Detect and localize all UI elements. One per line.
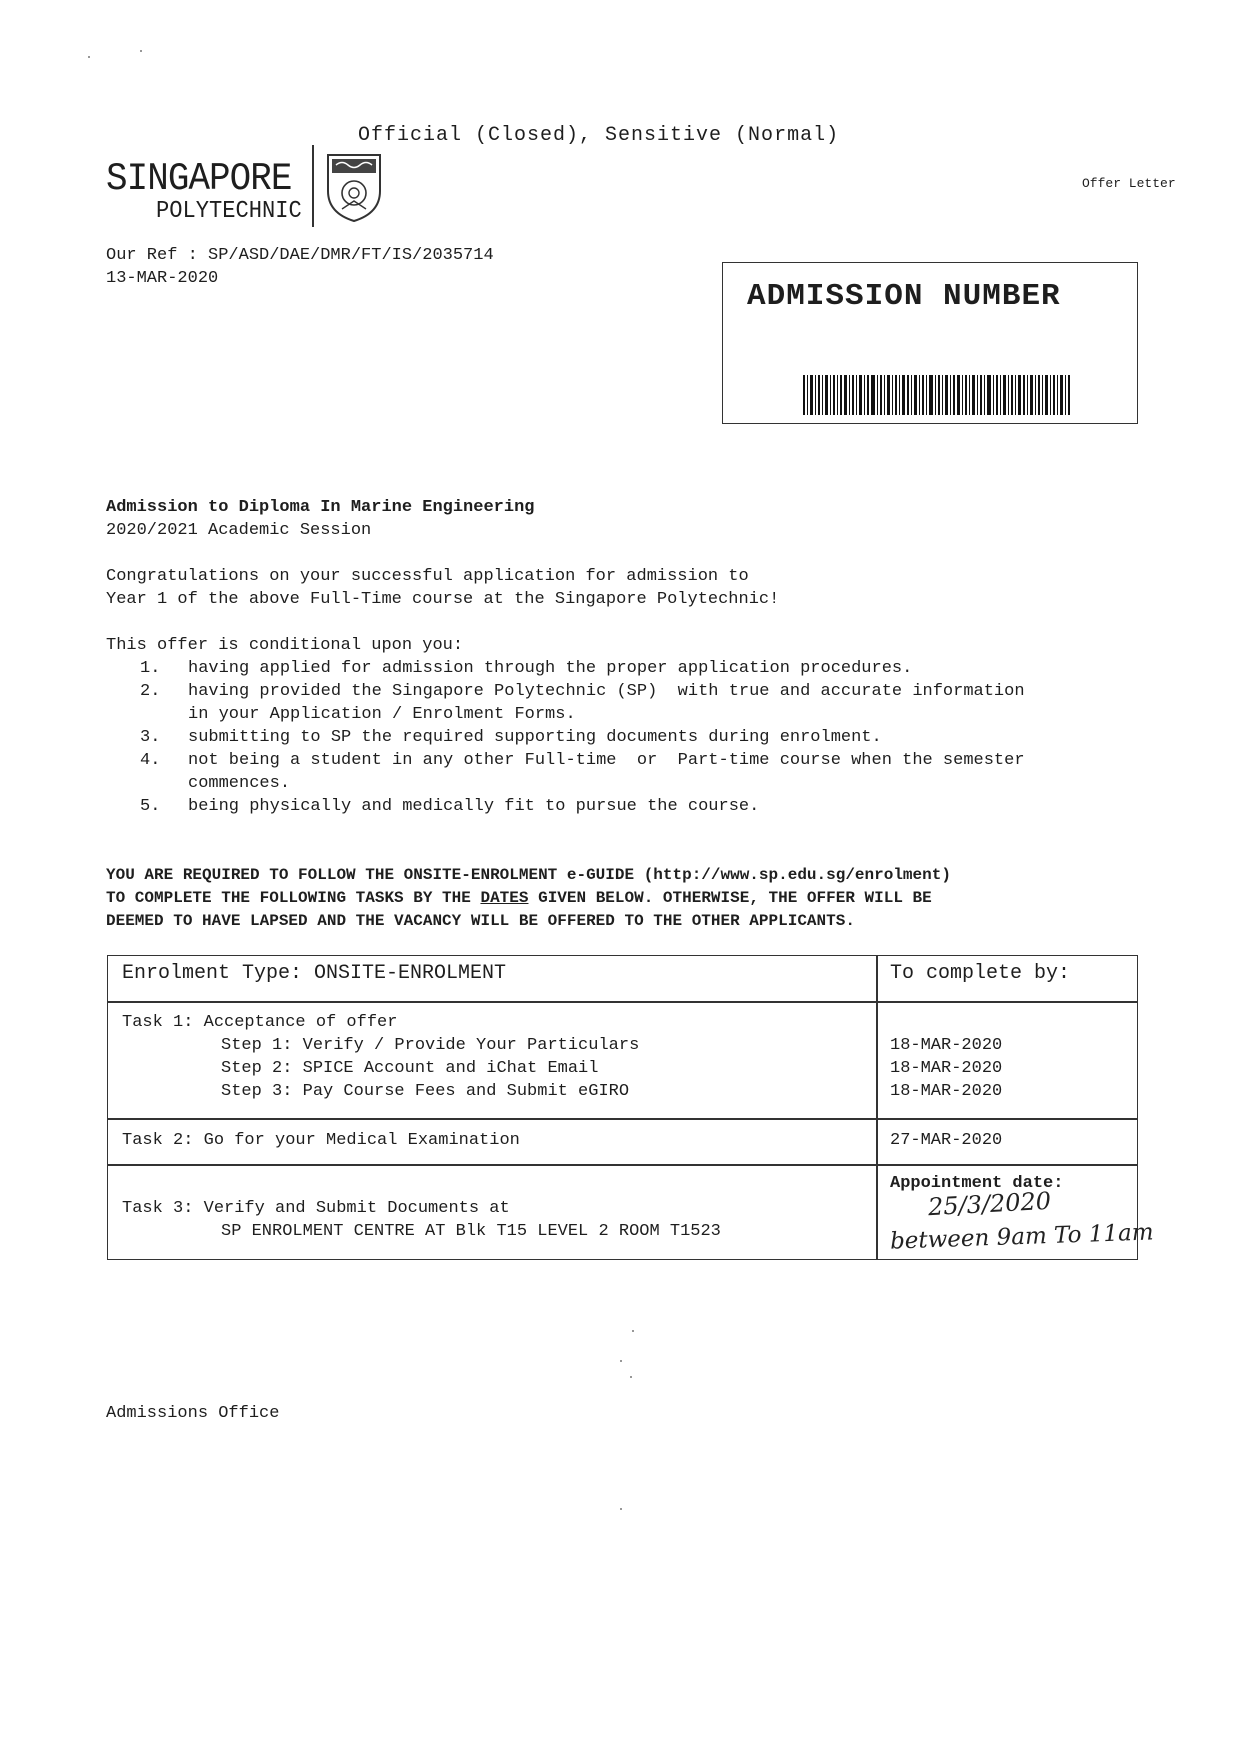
subject-line-1: Admission to Diploma In Marine Engineering xyxy=(106,498,535,517)
barcode-icon xyxy=(803,375,1073,415)
condition-text: in your Application / Enrolment Forms. xyxy=(188,705,576,724)
notice-line-1: YOU ARE REQUIRED TO FOLLOW THE ONSITE-ENROLMENT e-GUIDE (http://www.sp.edu.sg/enrolment) xyxy=(106,866,951,884)
condition-number: 5. xyxy=(140,797,161,816)
condition-number: 3. xyxy=(140,728,161,747)
scan-speck xyxy=(620,1360,622,1362)
conditions-intro: This offer is conditional upon you: xyxy=(106,636,464,655)
notice-line-2 xyxy=(106,887,932,910)
condition-text: not being a student in any other Full-time or Part-time course when the semester xyxy=(188,751,1025,770)
task-1-step-date: 18-MAR-2020 xyxy=(890,1036,1003,1055)
task-1-title: Task 1: Acceptance of offer xyxy=(122,1013,398,1032)
reference-number: Our Ref : SP/ASD/DAE/DMR/FT/IS/2035714 xyxy=(106,246,494,265)
handwritten-appointment-date: 25/3/2020 xyxy=(927,1186,1052,1222)
notice-line-3: DEEMED TO HAVE LAPSED AND THE VACANCY WILL BE OFFERED TO THE OTHER APPLICANTS. xyxy=(106,912,855,930)
notice-line-2-end: GIVEN BELOW. OTHERWISE, THE OFFER WILL BE xyxy=(528,889,932,907)
classification-label: Official (Closed), Sensitive (Normal) xyxy=(358,124,840,147)
table-row-divider xyxy=(108,1118,1137,1120)
condition-text: having provided the Singapore Polytechnic (SP) with true and accurate information xyxy=(188,682,1025,701)
condition-number: 1. xyxy=(140,659,161,678)
appointment-date-label: Appointment date: xyxy=(890,1174,1064,1193)
task-3-location: SP ENROLMENT CENTRE AT Blk T15 LEVEL 2 ROOM T1523 xyxy=(221,1222,721,1241)
table-header-enrolment-type: Enrolment Type: ONSITE-ENROLMENT xyxy=(122,962,507,985)
condition-text: commences. xyxy=(188,774,291,793)
logo-line-1: SINGAPORE xyxy=(106,157,292,201)
scan-speck xyxy=(632,1330,634,1332)
institution-logo xyxy=(106,145,396,227)
task-2-title: Task 2: Go for your Medical Examination xyxy=(122,1131,520,1150)
logo-divider xyxy=(312,145,314,227)
table-row-divider xyxy=(108,1164,1137,1166)
task-1-step: Step 3: Pay Course Fees and Submit eGIRO xyxy=(221,1082,630,1101)
notice-line-2-start: TO COMPLETE THE FOLLOWING TASKS BY THE xyxy=(106,889,481,907)
task-1-step-date: 18-MAR-2020 xyxy=(890,1059,1003,1078)
crest-icon xyxy=(324,151,384,223)
admissions-office-signoff: Admissions Office xyxy=(106,1404,280,1423)
document-type-label: Offer Letter xyxy=(1082,176,1176,191)
condition-text: being physically and medically fit to pursue the course. xyxy=(188,797,760,816)
subject-line-2: 2020/2021 Academic Session xyxy=(106,521,372,540)
scan-speck xyxy=(140,50,142,52)
enrolment-task-table xyxy=(107,955,1154,1260)
task-1-step: Step 2: SPICE Account and iChat Email xyxy=(221,1059,599,1078)
task-3-title: Task 3: Verify and Submit Documents at xyxy=(122,1199,510,1218)
scan-speck xyxy=(620,1508,622,1510)
task-2-date: 27-MAR-2020 xyxy=(890,1131,1003,1150)
notice-dates-emphasis: DATES xyxy=(480,889,529,907)
table-row-divider xyxy=(108,1001,1137,1003)
condition-number: 4. xyxy=(140,751,161,770)
admission-number-box xyxy=(722,262,1138,424)
admission-number-title: ADMISSION NUMBER xyxy=(747,279,1061,314)
congrats-line-1: Congratulations on your successful application for admission to xyxy=(106,567,749,586)
task-1-step: Step 1: Verify / Provide Your Particulars xyxy=(221,1036,640,1055)
congrats-line-2: Year 1 of the above Full-Time course at the Singapore Polytechnic! xyxy=(106,590,780,609)
condition-number: 2. xyxy=(140,682,161,701)
scan-speck xyxy=(88,56,90,58)
task-1-step-date: 18-MAR-2020 xyxy=(890,1082,1003,1101)
table-header-complete-by: To complete by: xyxy=(890,962,1071,985)
condition-text: submitting to SP the required supporting documents during enrolment. xyxy=(188,728,882,747)
handwritten-appointment-time: between 9am To 11am xyxy=(889,1219,1154,1255)
scan-speck xyxy=(630,1376,632,1378)
condition-text: having applied for admission through the proper application procedures. xyxy=(188,659,913,678)
letter-date: 13-MAR-2020 xyxy=(106,269,219,288)
logo-line-2: POLYTECHNIC xyxy=(156,198,302,225)
